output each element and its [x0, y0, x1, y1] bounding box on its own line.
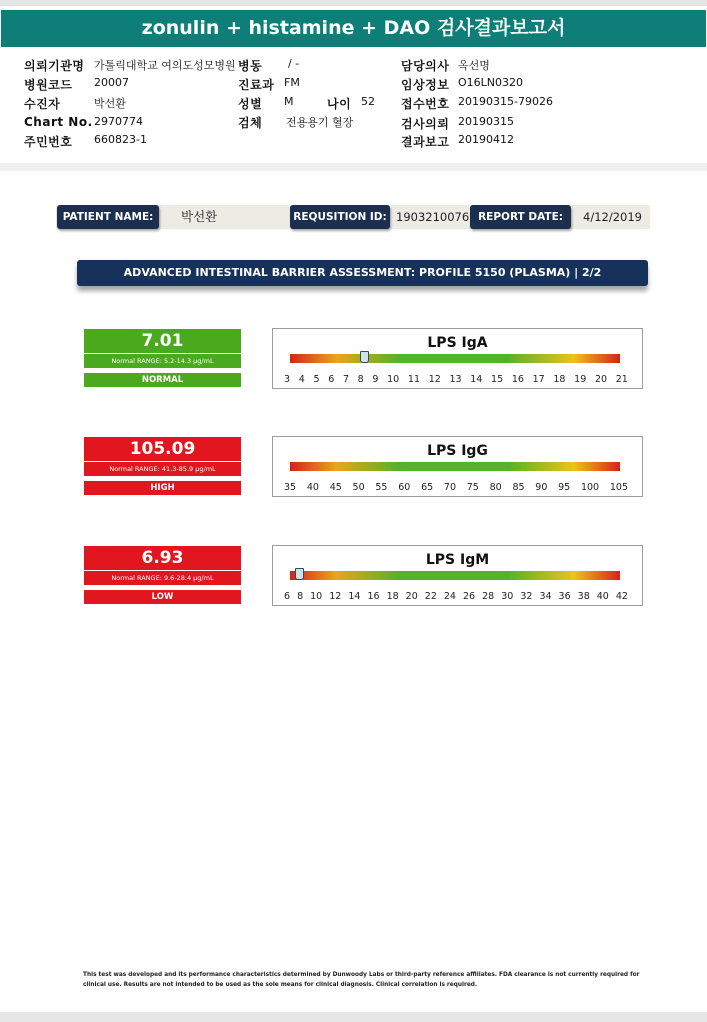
tick-label: 34: [539, 591, 552, 602]
result-date-value: 20190412: [458, 133, 514, 146]
tick-label: 6: [328, 374, 335, 385]
gauge-lps-igg: [272, 436, 643, 497]
doctor-value: 옥선명: [458, 59, 490, 72]
tick-label: 14: [470, 374, 483, 385]
result-value: 7.01: [84, 329, 241, 353]
top-border: [0, 0, 707, 6]
patient-name-value: 박선환: [181, 209, 218, 224]
report-header: [0, 47, 707, 164]
gauge-ticks: [284, 374, 628, 385]
tick-label: 3: [284, 374, 291, 385]
tick-label: 70: [443, 482, 456, 493]
chart-value: 2970774: [94, 115, 143, 128]
tick-label: 12: [428, 374, 441, 385]
result-value: 105.09: [84, 437, 241, 461]
tick-label: 85: [512, 482, 525, 493]
tick-label: 19: [574, 374, 587, 385]
tick-label: 32: [520, 591, 533, 602]
gauge-title: LPS IgA: [427, 335, 488, 351]
tick-label: 100: [580, 482, 600, 493]
tick-label: 26: [463, 591, 476, 602]
tick-label: 6: [284, 591, 291, 602]
section-title: ADVANCED INTESTINAL BARRIER ASSESSMENT: PROFILE 5150 (PLASMA) | 2/2: [77, 260, 648, 286]
result-value: 6.93: [84, 546, 241, 570]
tick-label: 35: [284, 482, 297, 493]
sex-value: M: [284, 95, 294, 108]
normal-range: Normal RANGE: 41.3-85.9 µg/mL: [84, 462, 241, 476]
department-label: 진료과: [238, 78, 275, 92]
tick-label: 50: [352, 482, 365, 493]
tick-label: 45: [329, 482, 342, 493]
tick-label: 40: [596, 591, 609, 602]
specimen-label: 검체: [238, 116, 263, 130]
patient-value: 박선환: [94, 97, 126, 110]
report-date-value: 4/12/2019: [583, 210, 642, 224]
tick-label: 40: [306, 482, 319, 493]
tick-label: 12: [329, 591, 342, 602]
gauge-lps-iga: [272, 328, 643, 389]
value-marker: [295, 568, 304, 580]
tick-label: 5: [313, 374, 320, 385]
ward-label: 병동: [238, 59, 263, 73]
tick-label: 95: [558, 482, 571, 493]
gauge-title: LPS IgM: [425, 552, 490, 568]
patient-info-bar: [56, 205, 650, 229]
tick-label: 20: [405, 591, 418, 602]
tick-label: 15: [491, 374, 504, 385]
result-box-lps-igg: [84, 437, 241, 495]
age-value: 52: [361, 95, 375, 108]
tick-label: 7: [342, 374, 349, 385]
gauge-ticks: [284, 482, 628, 493]
institution-value: 가톨릭대학교 여의도성모병원: [94, 59, 236, 72]
gauge-lps-igm: [272, 545, 643, 606]
tick-label: 55: [375, 482, 388, 493]
sex-label: 성별: [238, 97, 263, 111]
department-value: FM: [284, 76, 300, 89]
normal-range: Normal RANGE: 9.6-28.4 µg/mL: [84, 571, 241, 585]
status-badge: HIGH: [84, 481, 241, 495]
report-date-label: REPORT DATE:: [470, 205, 571, 229]
result-date-label: 결과보고: [401, 135, 450, 149]
normal-range: Normal RANGE: 5.2-14.3 µg/mL: [84, 354, 241, 368]
gauge-title: LPS IgG: [427, 443, 488, 459]
patient-name-label: PATIENT NAME:: [57, 205, 159, 229]
tick-label: 16: [511, 374, 524, 385]
tick-label: 21: [615, 374, 628, 385]
value-marker: [360, 351, 369, 363]
tick-label: 4: [298, 374, 305, 385]
tick-label: 18: [386, 591, 399, 602]
tick-label: 24: [443, 591, 456, 602]
status-badge: LOW: [84, 590, 241, 604]
doctor-label: 담당의사: [401, 59, 450, 73]
tick-label: 28: [482, 591, 495, 602]
disclaimer-text: This test was developed and its performance characteristics determined by Dunwoody Labs or third-party reference affiliates. FDA clearance is not currently required for clinical use. Results are not intended to be used as the sole means for clinical diagnosis. Clinical correlation is required.: [83, 972, 640, 988]
tick-label: 38: [577, 591, 590, 602]
gauge-scale: [290, 571, 620, 580]
tick-label: 105: [609, 482, 628, 493]
hospital-code-value: 20007: [94, 76, 129, 89]
tick-label: 22: [424, 591, 437, 602]
tick-label: 30: [501, 591, 514, 602]
tick-label: 10: [387, 374, 400, 385]
receipt-value: 20190315-79026: [458, 95, 553, 108]
tick-label: 75: [466, 482, 479, 493]
tick-label: 65: [421, 482, 434, 493]
clinical-info-value: O16LN0320: [458, 76, 524, 89]
clinical-info-label: 임상정보: [401, 78, 450, 92]
gauge-ticks: [284, 591, 628, 602]
result-box-lps-igm: [84, 546, 241, 604]
chart-label: Chart No.: [24, 115, 93, 129]
tick-label: 10: [310, 591, 323, 602]
tick-label: 9: [372, 374, 379, 385]
tick-label: 11: [407, 374, 421, 385]
gauge-scale: [290, 354, 620, 363]
tick-label: 8: [297, 591, 304, 602]
tick-label: 42: [615, 591, 628, 602]
request-label: 검사의뢰: [401, 117, 450, 131]
requisition-label: REQUSITION ID:: [290, 205, 390, 229]
hospital-code-label: 병원코드: [24, 78, 73, 92]
age-label: 나이: [327, 97, 352, 111]
specimen-value: 전용용기 혈장: [286, 116, 354, 129]
tick-label: 18: [553, 374, 566, 385]
divider-band: [0, 163, 707, 171]
tick-label: 20: [594, 374, 608, 385]
rrn-label: 주민번호: [24, 135, 73, 149]
tick-label: 60: [398, 482, 411, 493]
receipt-label: 접수번호: [401, 97, 450, 111]
tick-label: 13: [449, 374, 462, 385]
tick-label: 90: [535, 482, 548, 493]
ward-value: / -: [288, 57, 300, 70]
rrn-value: 660823-1: [94, 133, 147, 146]
tick-label: 8: [357, 374, 364, 385]
tick-label: 17: [532, 374, 545, 385]
tick-label: 14: [348, 591, 361, 602]
tick-label: 80: [489, 482, 502, 493]
bottom-border: [0, 1012, 707, 1022]
tick-label: 36: [558, 591, 571, 602]
patient-label: 수진자: [24, 97, 61, 111]
report-title: zonulin + histamine + DAO 검사결과보고서: [1, 10, 706, 47]
request-value: 20190315: [458, 115, 514, 128]
requisition-value: 1903210076: [396, 210, 470, 224]
gauge-scale: [290, 462, 620, 471]
institution-label: 의뢰기관명: [24, 59, 85, 73]
tick-label: 16: [367, 591, 380, 602]
status-badge: NORMAL: [84, 373, 241, 387]
result-box-lps-iga: [84, 329, 241, 387]
